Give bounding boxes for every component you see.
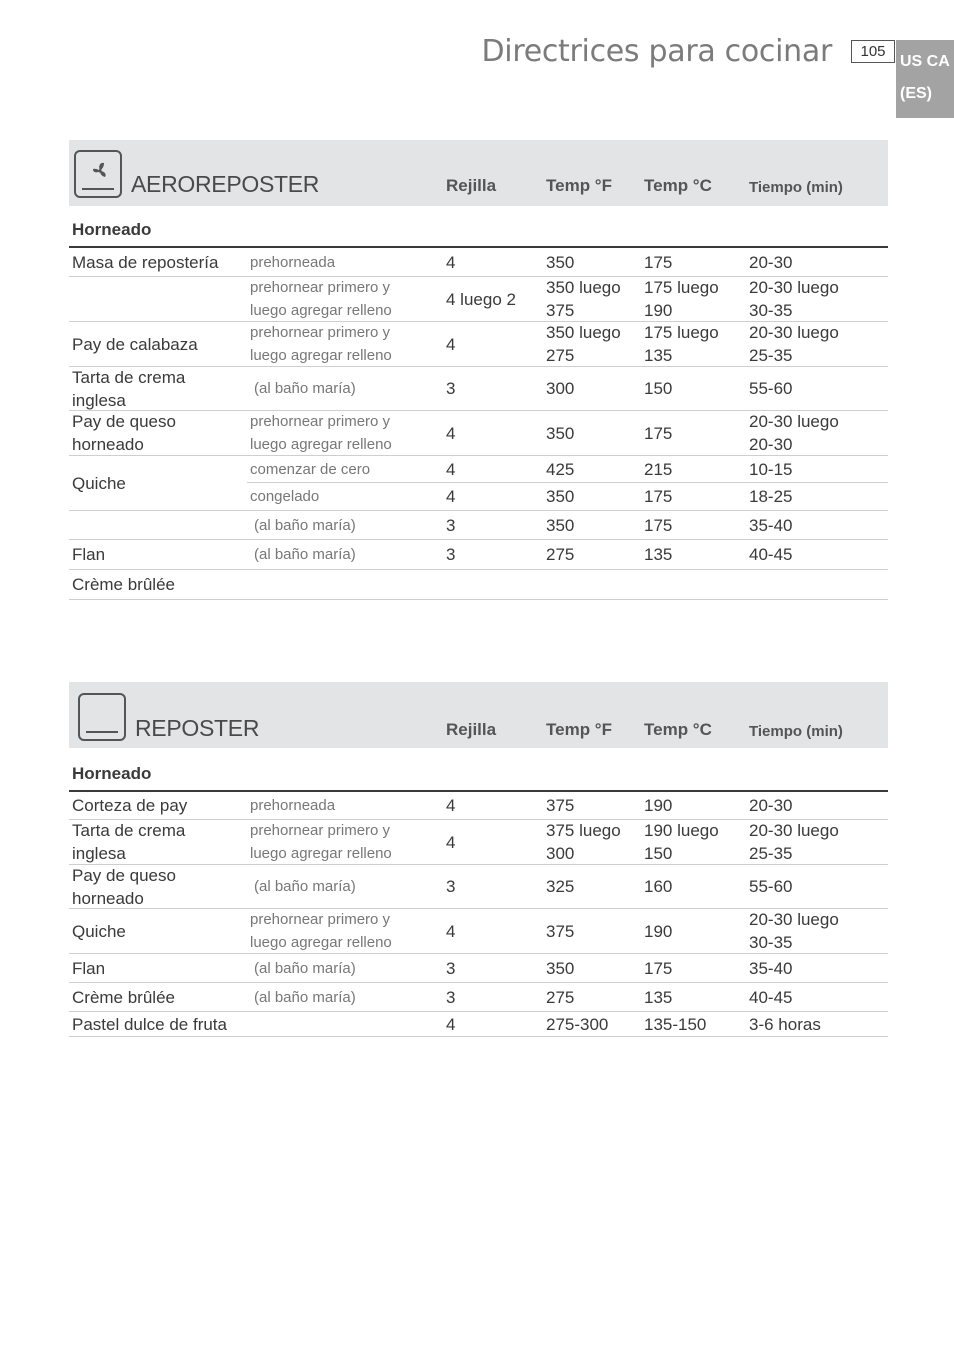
temp-f-cell	[546, 909, 574, 953]
time-cell-line: 30-35	[749, 301, 793, 320]
temp-f-cell-line: 375	[546, 796, 575, 815]
temp-f-cell	[546, 483, 574, 510]
time-cell-line: 20-30 luego	[749, 910, 839, 929]
time-cell	[749, 322, 839, 366]
time-cell-line: 30-35	[749, 933, 793, 952]
note-cell	[254, 540, 356, 569]
dish-cell	[72, 954, 105, 982]
time-cell	[749, 411, 839, 455]
temp-c-cell-line: 175	[644, 515, 673, 535]
temp-f-cell	[546, 1012, 608, 1036]
temp-c-cell-line: 175	[644, 252, 673, 272]
note-cell-line: (al baño maría)	[254, 546, 356, 563]
temp-c-cell	[644, 1012, 706, 1036]
table-row	[69, 277, 888, 322]
time-cell-line: 25-35	[749, 346, 793, 365]
time-cell	[749, 511, 792, 539]
temp-f-cell-line: 375 luego	[546, 821, 621, 840]
temp-f-cell	[546, 248, 574, 276]
note-cell	[250, 248, 335, 276]
dish-cell-line: Masa de repostería	[72, 252, 219, 272]
temp-c-cell	[644, 511, 672, 539]
temp-c-cell	[644, 983, 672, 1011]
table-row	[69, 456, 888, 493]
temp-c-cell	[644, 277, 719, 321]
temp-c-cell-line: 175	[644, 958, 673, 978]
note-cell	[250, 909, 392, 953]
time-cell-line: 20-30	[749, 435, 793, 454]
column-header-time: Tiempo (min)	[749, 179, 843, 196]
note-cell	[250, 483, 319, 510]
time-cell-line: 20-30 luego	[749, 323, 839, 342]
temp-c-cell-line: 175	[644, 423, 673, 443]
temp-c-cell	[644, 540, 672, 569]
temp-f-cell-line: 425	[546, 460, 575, 479]
rack-cell-line: 4	[446, 921, 456, 941]
note-cell-line: (al baño maría)	[254, 878, 356, 895]
time-cell-line: 40-45	[749, 987, 793, 1007]
note-cell	[254, 865, 356, 908]
time-cell-line: 35-40	[749, 515, 793, 535]
rack-cell-line: 4	[446, 796, 456, 815]
time-cell	[749, 248, 792, 276]
temp-f-cell-line: 350 luego	[546, 278, 621, 297]
rack-cell	[446, 540, 455, 569]
note-cell-line: prehornear primero y	[250, 324, 391, 341]
temp-f-cell	[546, 411, 574, 455]
temp-f-cell	[546, 820, 621, 864]
temp-c-cell-line: 150	[644, 844, 673, 863]
table-row	[69, 322, 888, 367]
bake-oven-icon	[78, 693, 126, 741]
note-cell-line: (al baño maría)	[254, 516, 356, 534]
note-cell-line: (al baño maría)	[254, 959, 356, 977]
group-label: Horneado	[72, 220, 152, 239]
rack-cell-line: 4	[446, 423, 456, 443]
note-cell	[250, 456, 370, 483]
temp-f-cell-line: 350	[546, 252, 575, 272]
rack-cell	[446, 511, 455, 539]
temp-f-cell	[546, 983, 574, 1011]
rack-cell-line: 3	[446, 545, 456, 564]
dish-cell-line: Flan	[72, 545, 106, 564]
dish-cell-line: Pay de queso	[72, 865, 176, 885]
time-cell	[749, 483, 792, 510]
dish-cell	[72, 983, 175, 1011]
temp-f-cell-line: 275	[546, 545, 575, 564]
time-cell	[749, 277, 839, 321]
table-row	[69, 954, 888, 983]
rack-cell	[446, 248, 455, 276]
temp-f-cell-line: 350 luego	[546, 323, 621, 342]
temp-c-cell-line: 190	[644, 301, 673, 320]
column-header-temp-c: Temp °C	[644, 720, 712, 739]
rack-cell-line: 4	[446, 832, 456, 852]
temp-f-cell	[546, 367, 574, 410]
time-cell-line: 35-40	[749, 958, 793, 978]
time-cell	[749, 1012, 821, 1036]
mode-title: AEROREPOSTER	[131, 171, 320, 197]
note-cell-line: luego agregar relleno	[250, 302, 392, 319]
dish-cell	[72, 322, 198, 366]
temp-f-cell-line: 275-300	[546, 1014, 609, 1034]
temp-f-cell	[546, 865, 574, 908]
table-row	[69, 983, 888, 1012]
table-row	[69, 540, 888, 570]
section-header	[69, 682, 888, 748]
table-row	[69, 248, 888, 277]
rack-cell-line: 3	[446, 515, 456, 535]
temp-c-cell-line: 175	[644, 487, 673, 506]
region-tab-line2: (ES)	[900, 85, 932, 102]
note-cell-line: (al baño maría)	[254, 988, 356, 1006]
temp-f-cell	[546, 456, 574, 483]
table-row	[69, 820, 888, 865]
fan-oven-icon	[74, 150, 122, 198]
temp-f-cell-line: 300	[546, 379, 575, 398]
time-cell	[749, 792, 792, 819]
reposter-section	[69, 682, 888, 1042]
note-cell-line: prehornear primero y	[250, 279, 391, 296]
temp-c-cell-line: 135-150	[644, 1014, 707, 1034]
note-cell	[254, 511, 356, 539]
time-cell-line: 3-6 horas	[749, 1014, 821, 1034]
rack-cell	[446, 909, 455, 953]
rack-cell-line: 4	[446, 1014, 456, 1034]
dish-cell-line: Tarta de crema	[72, 367, 186, 387]
temp-f-cell	[546, 511, 574, 539]
column-header-temp-f: Temp °F	[546, 720, 612, 739]
dish-cell-line: Pay de queso	[72, 412, 176, 431]
note-cell-line: prehorneada	[250, 253, 336, 271]
dish-cell-line: Quiche	[72, 474, 126, 493]
temp-f-cell-line: 375	[546, 921, 575, 941]
note-cell-line: congelado	[250, 488, 320, 505]
note-cell	[250, 322, 392, 366]
temp-c-cell-line: 190 luego	[644, 821, 719, 840]
temp-f-cell-line: 350	[546, 515, 575, 535]
table-row	[69, 411, 888, 456]
temp-c-cell-line: 215	[644, 460, 673, 479]
rack-cell	[446, 456, 455, 483]
temp-c-cell	[644, 411, 672, 455]
time-cell-line: 10-15	[749, 460, 793, 479]
table-row	[69, 792, 888, 820]
temp-f-cell-line: 275	[546, 987, 575, 1007]
temp-c-cell	[644, 367, 672, 410]
rack-cell	[446, 411, 455, 455]
rack-cell-line: 4	[446, 252, 456, 272]
page-title: Directrices para cocinar	[481, 34, 832, 69]
mode-title: REPOSTER	[135, 715, 260, 741]
temp-c-cell-line: 160	[644, 877, 673, 896]
dish-cell-line: inglesa	[72, 390, 126, 410]
time-cell	[749, 865, 792, 908]
temp-c-cell	[644, 483, 672, 510]
table-row	[69, 570, 888, 600]
temp-f-cell-line: 325	[546, 877, 575, 896]
table-row	[69, 483, 888, 511]
temp-c-cell	[644, 248, 672, 276]
rack-cell	[446, 322, 455, 366]
time-cell-line: 20-30 luego	[749, 278, 839, 297]
time-cell-line: 18-25	[749, 487, 793, 506]
column-header-rack: Rejilla	[446, 720, 497, 739]
rack-cell	[446, 277, 516, 321]
dish-cell-line: Pay de calabaza	[72, 334, 198, 354]
temp-c-cell	[644, 322, 719, 366]
temp-c-cell	[644, 820, 719, 864]
temp-c-cell	[644, 909, 672, 953]
dish-cell	[72, 540, 105, 569]
time-cell	[749, 983, 792, 1011]
temp-c-cell-line: 175 luego	[644, 278, 719, 297]
temp-c-cell-line: 190	[644, 921, 673, 941]
dish-cell	[72, 1012, 227, 1036]
dish-cell-line: Pastel dulce de fruta	[72, 1014, 227, 1034]
temp-f-cell	[546, 540, 574, 569]
rack-cell	[446, 792, 455, 819]
rack-cell	[446, 983, 455, 1011]
temp-c-cell-line: 135	[644, 545, 673, 564]
temp-f-cell-line: 350	[546, 423, 575, 443]
dish-cell-line: inglesa	[72, 844, 126, 863]
table-row	[69, 865, 888, 909]
temp-f-cell-line: 350	[546, 487, 575, 506]
dish-cell-line: Crème brûlée	[72, 987, 175, 1007]
dish-cell	[72, 367, 185, 410]
temp-c-cell	[644, 456, 672, 483]
aeroreposter-section	[69, 140, 888, 600]
rack-cell-line: 4	[446, 460, 456, 479]
temp-c-cell	[644, 792, 672, 819]
note-cell	[250, 820, 392, 864]
temp-c-cell	[644, 954, 672, 982]
dish-cell	[72, 820, 185, 864]
time-cell-line: 40-45	[749, 545, 793, 564]
time-cell	[749, 909, 839, 953]
temp-f-cell-line: 275	[546, 346, 575, 365]
time-cell-line: 20-30 luego	[749, 821, 839, 840]
rack-cell-line: 4 luego 2	[446, 289, 516, 309]
dish-cell-line: Flan	[72, 958, 106, 978]
group-label: Horneado	[72, 764, 152, 783]
note-cell-line: prehorneada	[250, 797, 336, 814]
rack-cell-line: 3	[446, 877, 456, 896]
temp-f-cell-line: 350	[546, 958, 575, 978]
rack-cell-line: 3	[446, 987, 456, 1007]
dish-cell-line: horneado	[72, 888, 144, 908]
time-cell	[749, 456, 792, 483]
temp-c-cell-line: 150	[644, 379, 673, 398]
dish-cell	[72, 248, 218, 276]
table-row	[69, 909, 888, 954]
time-cell	[749, 540, 792, 569]
rack-cell	[446, 367, 455, 410]
rack-cell	[446, 1012, 455, 1036]
rack-cell-line: 3	[446, 958, 456, 978]
dish-cell	[72, 909, 126, 953]
time-cell	[749, 954, 792, 982]
note-cell	[250, 792, 335, 819]
note-cell-line: (al baño maría)	[254, 380, 356, 397]
rack-cell	[446, 865, 455, 908]
dish-cell	[72, 792, 187, 819]
time-cell	[749, 367, 792, 410]
dish-cell	[72, 411, 176, 455]
dish-cell-line: Quiche	[72, 921, 126, 941]
note-cell	[250, 411, 392, 455]
table-row	[69, 511, 888, 540]
note-cell-line: luego agregar relleno	[250, 436, 392, 453]
temp-f-cell	[546, 277, 621, 321]
dish-cell-line: horneado	[72, 435, 144, 454]
column-header-rack: Rejilla	[446, 176, 497, 195]
note-cell	[250, 277, 392, 321]
region-tab	[896, 40, 954, 118]
note-cell-line: prehornear primero y	[250, 413, 391, 430]
note-cell-line: luego agregar relleno	[250, 347, 392, 364]
time-cell-line: 20-30	[749, 252, 793, 272]
dish-cell-line: Corteza de pay	[72, 796, 188, 815]
temp-c-cell-line: 190	[644, 796, 673, 815]
dish-cell	[72, 570, 175, 599]
temp-f-cell	[546, 954, 574, 982]
temp-f-cell	[546, 322, 621, 366]
note-cell-line: luego agregar relleno	[250, 845, 392, 862]
dish-cell	[72, 865, 176, 908]
temp-c-cell-line: 175 luego	[644, 323, 719, 342]
time-cell-line: 20-30	[749, 796, 793, 815]
time-cell-line: 25-35	[749, 844, 793, 863]
note-cell	[254, 954, 356, 982]
rack-cell-line: 4	[446, 334, 456, 354]
temp-c-cell-line: 135	[644, 346, 673, 365]
rack-cell-line: 3	[446, 379, 456, 398]
temp-f-cell-line: 300	[546, 844, 575, 863]
column-header-temp-c: Temp °C	[644, 176, 712, 195]
section-header	[69, 140, 888, 206]
column-header-temp-f: Temp °F	[546, 176, 612, 195]
rack-cell	[446, 483, 455, 510]
dish-cell-line: Tarta de crema	[72, 821, 186, 840]
time-cell	[749, 820, 839, 864]
time-cell-line: 55-60	[749, 379, 793, 398]
region-tab-line1: US CA	[900, 53, 950, 70]
note-cell-line: comenzar de cero	[250, 461, 371, 478]
temp-c-cell-line: 135	[644, 987, 673, 1007]
rack-cell-line: 4	[446, 487, 456, 506]
page-number: 105	[851, 40, 895, 63]
rack-cell	[446, 820, 455, 864]
temp-f-cell	[546, 792, 574, 819]
temp-f-cell-line: 375	[546, 301, 575, 320]
note-cell-line: prehornear primero y	[250, 822, 391, 839]
temp-c-cell	[644, 865, 672, 908]
dish-cell-line: Crème brûlée	[72, 575, 175, 594]
time-cell-line: 55-60	[749, 877, 793, 896]
rack-cell	[446, 954, 455, 982]
time-cell-line: 20-30 luego	[749, 412, 839, 431]
table-row	[69, 367, 888, 411]
table-row	[69, 1012, 888, 1037]
note-cell	[254, 367, 356, 410]
note-cell	[254, 983, 356, 1011]
note-cell-line: prehornear primero y	[250, 911, 391, 928]
note-cell-line: luego agregar relleno	[250, 934, 392, 951]
column-header-time: Tiempo (min)	[749, 723, 843, 740]
